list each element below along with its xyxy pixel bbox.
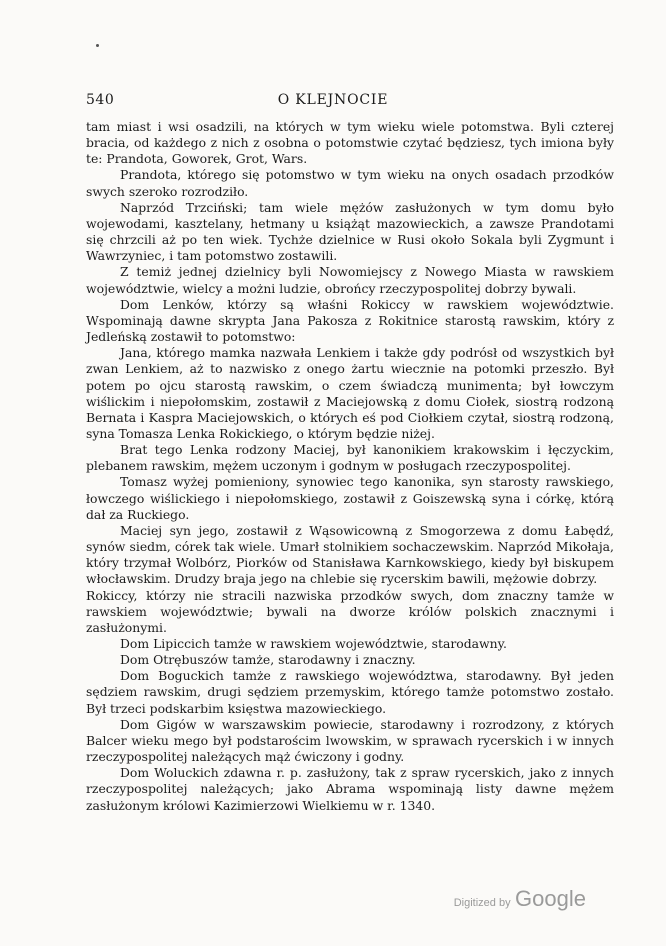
- paragraph: Dom Gigów w warszawskim powiecie, starodawny i rozrodzony, z których Balcer wieku mego był podstarościm lwowskim, w sprawach rycerskich i w innych rzeczypospolitej należących mąż ćwiczony i godny.: [86, 716, 614, 765]
- page-number: 540: [86, 92, 115, 108]
- paragraph: Dom Woluckich zdawna r. p. zasłużony, tak z spraw rycerskich, jako z innych rzeczypospolitej należących; jako Abrama wspominają listy dawne mężem zasłużonym królowi Kazimierzowi Wielkiemu w r. 1340.: [86, 765, 614, 813]
- digitized-by-label: Digitized by: [453, 897, 511, 909]
- google-logo: Google: [515, 886, 586, 911]
- paragraph: Tomasz wyżej pomieniony, synowiec tego kanonika, syn starosty rawskiego, łowczego wiślickiego i niepołomskiego, zostawił z Goiszewską syna i córkę, którą dał za Ruckiego.: [86, 474, 614, 522]
- paragraph: Dom Lenków, którzy są właśni Rokiccy w rawskiem województwie. Wspominają dawne skrypta Jana Pakosza z Rokitnice starostą rawskim, który z Jedleńską zostawił to potomstwo:: [86, 296, 614, 345]
- digitized-by-watermark: [454, 886, 586, 912]
- paragraph: Prandota, którego się potomstwo w tym wieku na onych osadach przodków swych szeroko rozrodziło.: [86, 167, 614, 199]
- paragraph: Dom Boguckich tamże z rawskiego województwa, starodawny. Był jeden sędziem rawskim, drugi sędziem przemyskim, którego tamże potomstwo zostało. Był trzeci podskarbim księstwa mazowieckiego.: [86, 668, 614, 716]
- paragraph: tam miast i wsi osadzili, na których w tym wieku wiele potomstwa. Byli czterej bracia, od każdego z nich z osobna o potomstwie czytać będziesz, tych imiona były te: Prandota, Goworek, Grot, Wars.: [86, 119, 614, 167]
- paragraph: Jana, którego mamka nazwała Lenkiem i także gdy podrósł od wszystkich był zwan Lenkiem, aż to nazwisko z onego żartu wiecznie na potomki przeszło. Był potem po ojcu starostą rawskim, o czem świadczą munimenta; był łowczym wiślickim i niepołomskim, zostawił z Maciejowską z domu Ciołek, siostrą rodzoną Bernata i Kaspra Maciejowskich, o których eś pod Ciołkiem czytał, siostrą rodzoną, syna Tomasza Lenka Rokickiego, o którym będzie niżej.: [86, 345, 614, 441]
- page-title: O KLEJNOCIE: [277, 92, 389, 108]
- paragraph: Rokiccy, którzy nie stracili nazwiska przodków swych, dom znaczny tamże w rawskiem województwie; bywali na dworze królów polskich znacznymi i zasłużonymi.: [86, 587, 614, 635]
- paragraph: Maciej syn jego, zostawił z Wąsowicowną z Smogorzewa z domu Łabędź, synów siedm, córek tak wiele. Umarł stolnikiem sochaczewskim. Naprzód Mikołaja, który trzymał Wolbórz, Piorków od Stanisława Karnkowskiego, kiedy był biskupem włocławskim. Drudzy braja jego na chlebie się rycerskim bawili, mężowie dobrzy.: [86, 522, 614, 587]
- paragraph: Dom Otrębuszów tamże, starodawny i znaczny.: [120, 652, 416, 668]
- speck: [96, 44, 99, 47]
- body-text: [86, 119, 614, 814]
- paragraph: Naprzód Trzciński; tam wiele mężów zasłużonych w tym domu było wojewodami, kasztelany, hetmany u książąt mazowieckich, a zawsze Prandotami się chrzcili aż po ten wiek. Tychże dzielnice w Rusi około Sokala byli Zygmunt i Wawrzyniec, i tam potomstwo zostawili.: [86, 199, 614, 264]
- paragraph: Brat tego Lenka rodzony Maciej, był kanonikiem krakowskim i łęczyckim, plebanem rawskim, mężem uczonym i godnym w posługach rzeczypospolitej.: [86, 442, 614, 474]
- paragraph: Z temiż jednej dzielnicy byli Nowomiejscy z Nowego Miasta w rawskiem województwie, wielcy a możni ludzie, obrońcy rzeczypospolitej dobrzy bywali.: [86, 264, 614, 296]
- paragraph: Dom Lipiccich tamże w rawskiem województwie, starodawny.: [120, 636, 507, 651]
